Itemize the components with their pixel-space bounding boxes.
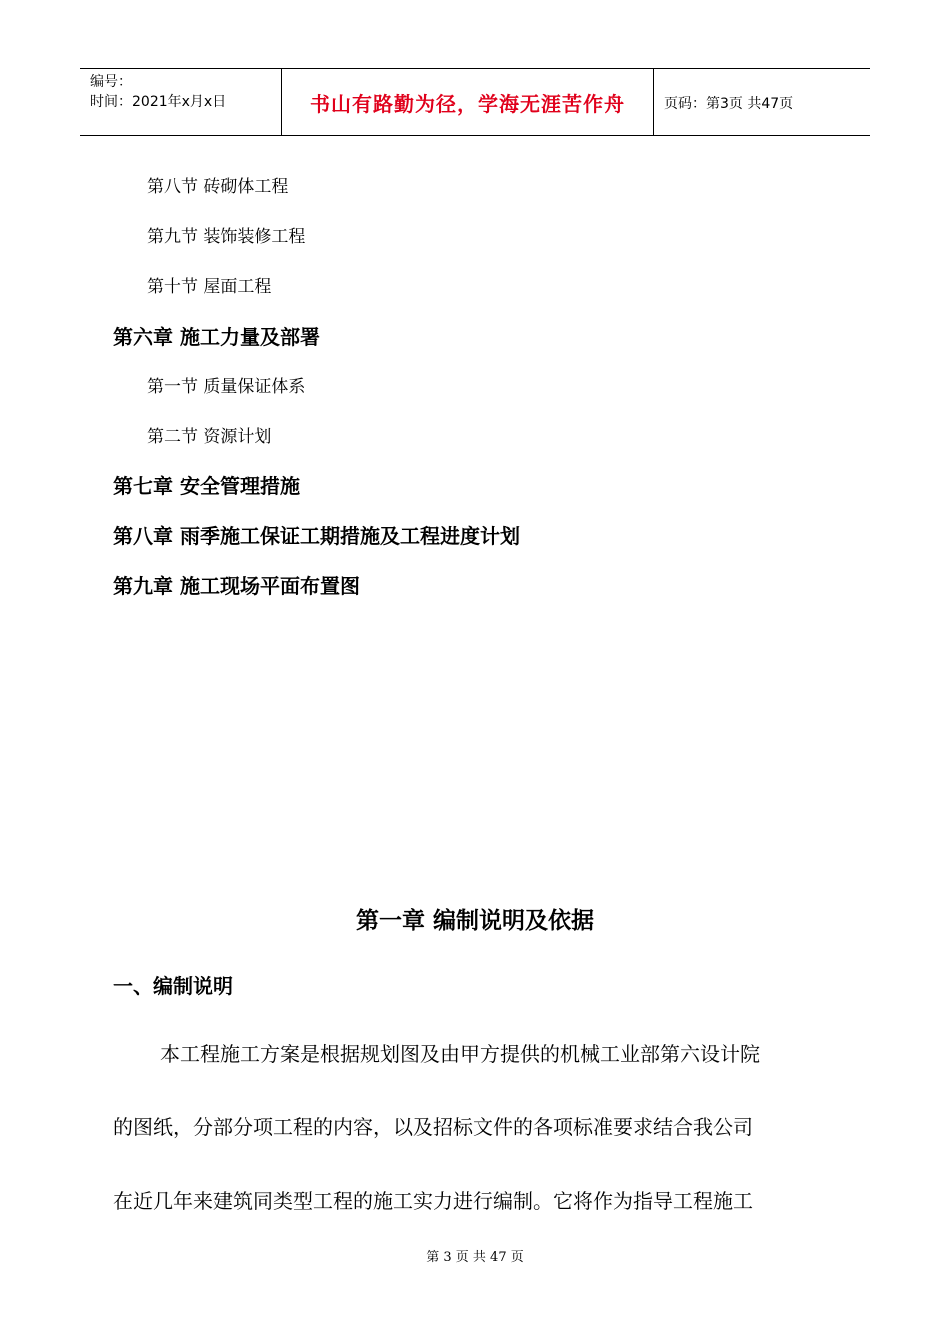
toc-chapter: 第九章 施工现场平面布置图 bbox=[113, 574, 360, 598]
header-motto: 书山有路勤为径，学海无涯苦作舟 bbox=[282, 69, 654, 135]
paragraph-line: 的图纸，分部分项工程的内容，以及招标文件的各项标准要求结合我公司 bbox=[113, 1115, 753, 1139]
toc-section: 第十节 屋面工程 bbox=[147, 277, 272, 297]
page-header bbox=[80, 68, 870, 136]
document-date: 时间：2021年x月x日 bbox=[90, 94, 227, 110]
toc-chapter: 第七章 安全管理措施 bbox=[113, 474, 300, 498]
toc-section: 第二节 资源计划 bbox=[147, 427, 272, 447]
section-heading: 一、编制说明 bbox=[113, 974, 233, 998]
header-meta bbox=[80, 69, 282, 135]
toc-chapter: 第八章 雨季施工保证工期措施及工程进度计划 bbox=[113, 524, 520, 548]
toc-section: 第九节 装饰装修工程 bbox=[147, 227, 306, 247]
toc-chapter: 第六章 施工力量及部署 bbox=[113, 325, 320, 349]
paragraph-line: 在近几年来建筑同类型工程的施工实力进行编制。它将作为指导工程施工 bbox=[113, 1189, 753, 1213]
header-page-info: 页码：第3页 共47页 bbox=[664, 96, 794, 112]
page-footer: 第 3 页 共 47 页 bbox=[426, 1250, 524, 1265]
document-number-label: 编号： bbox=[90, 74, 132, 90]
chapter-title: 第一章 编制说明及依据 bbox=[355, 908, 594, 934]
toc-section: 第八节 砖砌体工程 bbox=[147, 177, 289, 197]
paragraph-line: 本工程施工方案是根据规划图及由甲方提供的机械工业部第六设计院 bbox=[160, 1042, 760, 1066]
toc-section: 第一节 质量保证体系 bbox=[147, 377, 306, 397]
